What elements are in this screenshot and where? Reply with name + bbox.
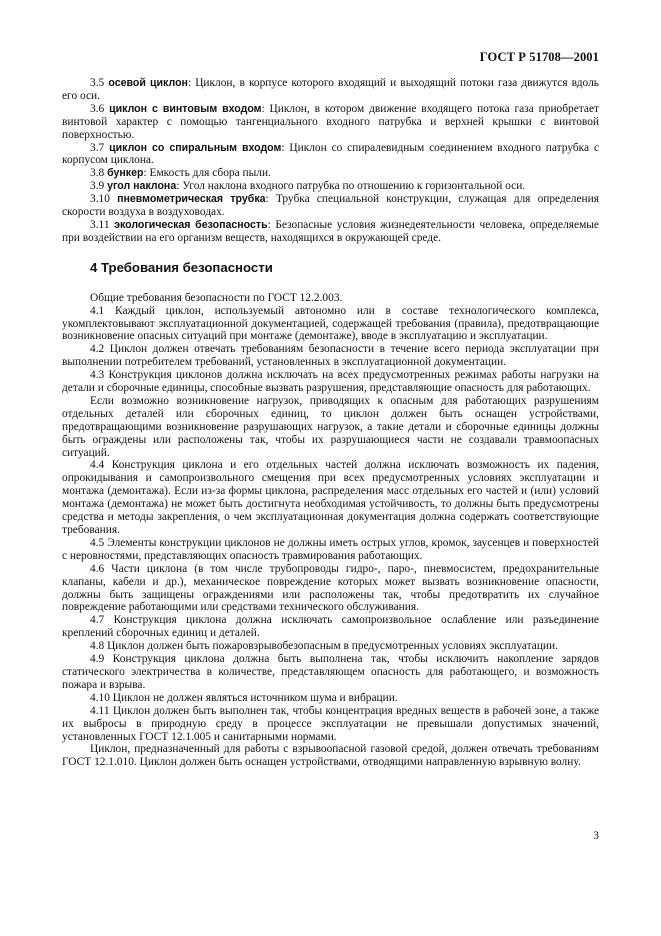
paragraph: 4.7 Конструкция циклона должна исключать самопроизвольное ослабление или разъединение креплений сборочных единиц и деталей. — [62, 614, 599, 640]
definition-term: бункер — [107, 167, 144, 180]
definition-number: 3.5 — [90, 77, 105, 89]
definition-term: пневмометрическая трубка — [117, 193, 266, 206]
paragraph: Общие требования безопасности по ГОСТ 12.2.003. — [90, 291, 343, 304]
paragraph: 4.1 Каждый циклон, используемый автономно или в составе технологического комплекса, укомплектовывают эксплуатационной документацией, содержащей требования (правила), предотвращающие возникновение опасных ситуаций при монтаже (демонтаже), вводе в эксплуатацию и эксплуатации. — [62, 304, 599, 343]
paragraph: 4.11 Циклон должен быть выполнен так, чтобы концентрация вредных веществ в рабочей зоне, а также их выбросы в природную среду в процессе эксплуатации не превышали допустимых значений, установленных ГОСТ 12.1.005 и санитарными нормами. — [62, 704, 599, 743]
definition-item — [62, 142, 599, 168]
definition-item — [62, 180, 599, 193]
paragraph: 4.8 Циклон должен быть пожаровзрывобезопасным в предусмотренных условиях эксплуатации. — [90, 640, 558, 653]
definitions-list — [62, 77, 599, 245]
section-heading: 4 Требования безопасности — [90, 259, 273, 275]
definition-text: : Емкость для сбора пыли. — [143, 167, 271, 180]
definition-term: циклон со спиральным входом — [109, 141, 282, 154]
page-number: 3 — [593, 830, 599, 842]
definition-text: : Циклон, в корпусе которого входящий и выходящий потоки газа движутся вдоль его оси. — [62, 77, 599, 102]
standard-header: ГОСТ Р 51708—2001 — [479, 50, 599, 64]
definition-number: 3.6 — [90, 102, 105, 115]
definition-item — [62, 193, 599, 219]
paragraph: 4.3 Конструкция циклонов должна исключать на всех предусмотренных режимах работы нагрузки на детали и сборочные единицы, способные вызвать разрушения, представляющие опасность для работающих. — [62, 369, 599, 395]
definition-number: 3.10 — [90, 193, 110, 206]
paragraph: 4.6 Части циклона (в том числе трубопроводы гидро-, паро-, пневмосистем, предохранительные клапаны, кабели и др.), механическое повреждение которых может вызвать возникновение опасности, должны быть защищены ограждениями или расположены так, чтобы предотвратить их случайное повреждение работающими или средствами технического обслуживания. — [62, 562, 599, 614]
definition-term: осевой циклон — [108, 77, 188, 89]
definition-text: : Циклон со спиралевидным соединением входного патрубка с корпусом циклона. — [62, 141, 599, 167]
paragraph: Если возможно возникновение нагрузок, приводящих к опасным для работающих разрушениям отдельных деталей или сборочных единиц, то циклон должен быть оснащен устройствами, предотвращающими возникновение разрушающих нагрузок, а такие детали и сборочные единицы должны быть ограждены или расположены так, чтобы их разрушающиеся части не создавали травмоопасных ситуаций. — [62, 394, 599, 459]
definition-text: : Угол наклона входного патрубка по отношению к горизонтальной оси. — [176, 180, 526, 193]
definition-item — [62, 167, 599, 180]
paragraph: 4.9 Конструкция циклона должна быть выполнена так, чтобы исключить накопление зарядов статического электричества в количестве, представляющем опасность для работающего, и возможность пожара и взрыва. — [62, 653, 599, 691]
definition-number: 3.8 — [90, 167, 105, 180]
paragraph: 4.5 Элементы конструкции циклонов не должны иметь острых углов, кромок, заусенцев и поверхностей с неровностями, представляющих опасность травмирования работающих. — [62, 536, 599, 562]
definition-text: : Безопасные условия жизнедеятельности человека, определяемые при воздействии на его организм веществ, находящихся в окружающей среде. — [62, 218, 599, 244]
paragraph: 4.4 Конструкция циклона и его отдельных частей должна исключать возможность их падения, опрокидывания и самопроизвольного смещения при всех предусмотренных условиях эксплуатации и монтажа (демонтажа). Если из-за формы циклона, распределения масс отдельных его частей и (или) условий монтажа (демонтажа) не может быть достигнута необходимая устойчивость, то должны быть предусмотрены средства и методы закрепления, о чем эксплуатационная документация должна содержать соответствующие требования. — [62, 459, 599, 536]
definition-number: 3.9 — [90, 180, 105, 193]
definition-term: угол наклона — [107, 180, 177, 193]
page-body — [62, 77, 599, 769]
definition-term: циклон с винтовым входом — [109, 102, 262, 115]
paragraph: 4.10 Циклон не должен являться источником шума и вибрации. — [90, 691, 398, 704]
definition-item — [62, 103, 599, 142]
paragraph: Циклон, предназначенный для работы с взрывоопасной газовой средой, должен отвечать требованиям ГОСТ 12.1.010. Циклон должен быть оснащен устройствами, отводящими направленную взрывную волну. — [62, 743, 599, 769]
definition-text: : Циклон, в котором движение входящего потока газа приобретает винтовой характер с помощью тангенциального входного патрубка и верхней крышки с винтовой поверхностью. — [62, 102, 599, 141]
definition-text: : Трубка специальной конструкции, служащая для определения скорости воздуха в воздуховодах. — [62, 193, 599, 219]
definition-term: экологическая безопасность — [114, 218, 268, 231]
section-paragraphs — [62, 292, 599, 770]
paragraph: 4.2 Циклон должен отвечать требованиям безопасности в течение всего периода эксплуатации при выполнении потребителем требований, установленных в эксплуатационной документации. — [62, 343, 599, 369]
definition-item — [62, 219, 599, 245]
definition-item — [62, 77, 599, 103]
definition-number: 3.11 — [90, 218, 110, 231]
definition-number: 3.7 — [90, 141, 105, 154]
